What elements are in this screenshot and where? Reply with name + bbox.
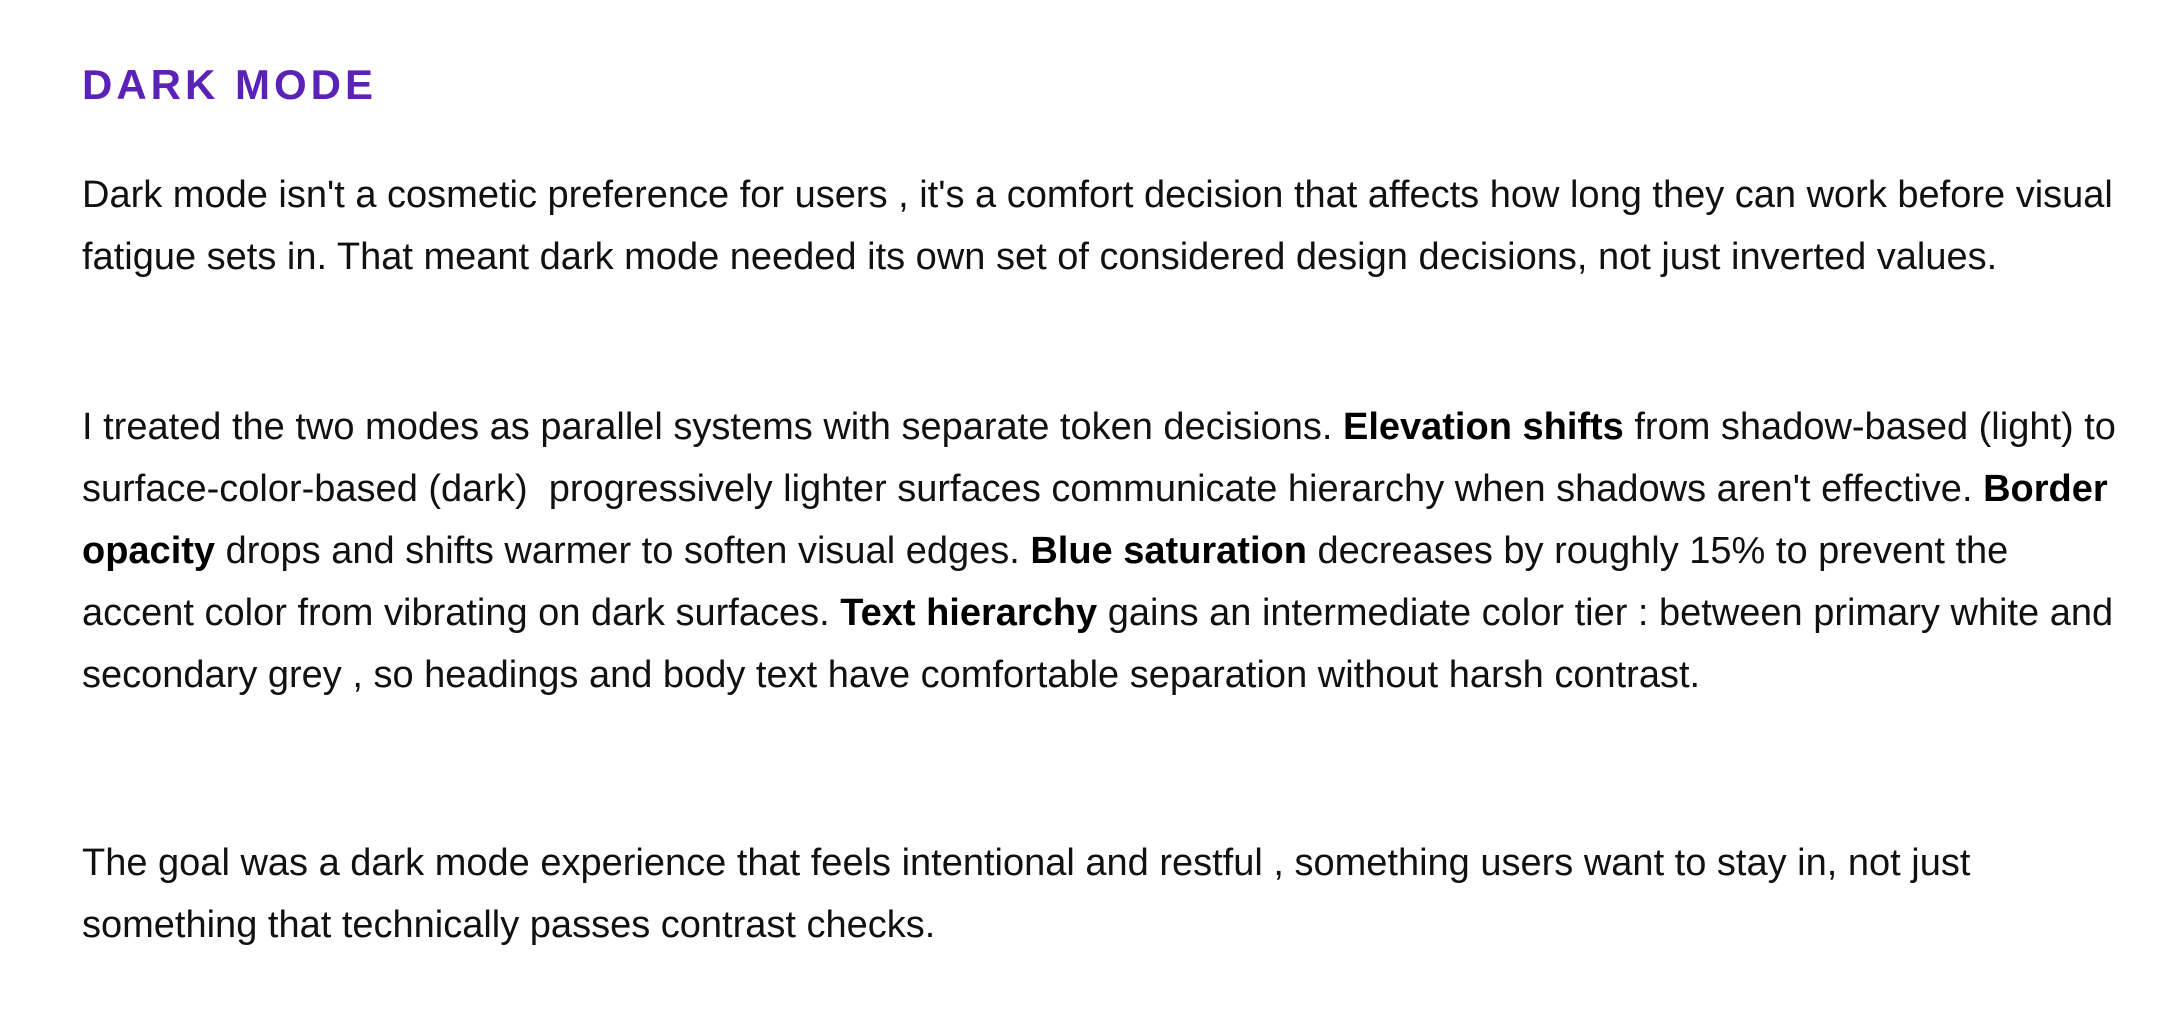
section-heading: DARK MODE	[82, 61, 377, 108]
paragraph-text: from shadow-based (light) to surface-color-based (dark) progressively lighter surfaces communicate hierarchy when shadows aren't effective.	[82, 406, 2127, 510]
paragraph-text: drops and shifts warmer to soften visual edges.	[215, 530, 1031, 572]
intro-paragraph: Dark mode isn't a cosmetic preference for users , it's a comfort decision that affects how long they can work before visual fatigue sets in. That meant dark mode needed its own set of considered design decisions, not just inverted values.	[82, 174, 2124, 278]
blue-saturation-term: Blue saturation	[1030, 530, 1307, 572]
token-decisions-paragraph	[82, 396, 2127, 706]
paragraph-text: gains an intermediate color tier : between primary white and secondary grey , so headings and body text have comfortable separation without harsh contrast.	[82, 592, 2124, 696]
paragraph-text: I treated the two modes as parallel systems with separate token decisions.	[82, 406, 1343, 448]
elevation-shifts-term: Elevation shifts	[1342, 406, 1624, 448]
border-opacity-term: Border opacity	[82, 468, 2119, 572]
goal-paragraph: The goal was a dark mode experience that feels intentional and restful , something users want to stay in, not just something that technically passes contrast checks.	[82, 842, 1981, 946]
paragraph-text: decreases by roughly 15% to prevent the accent color from vibrating on dark surfaces.	[82, 530, 2019, 634]
text-hierarchy-term: Text hierarchy	[840, 592, 1098, 634]
